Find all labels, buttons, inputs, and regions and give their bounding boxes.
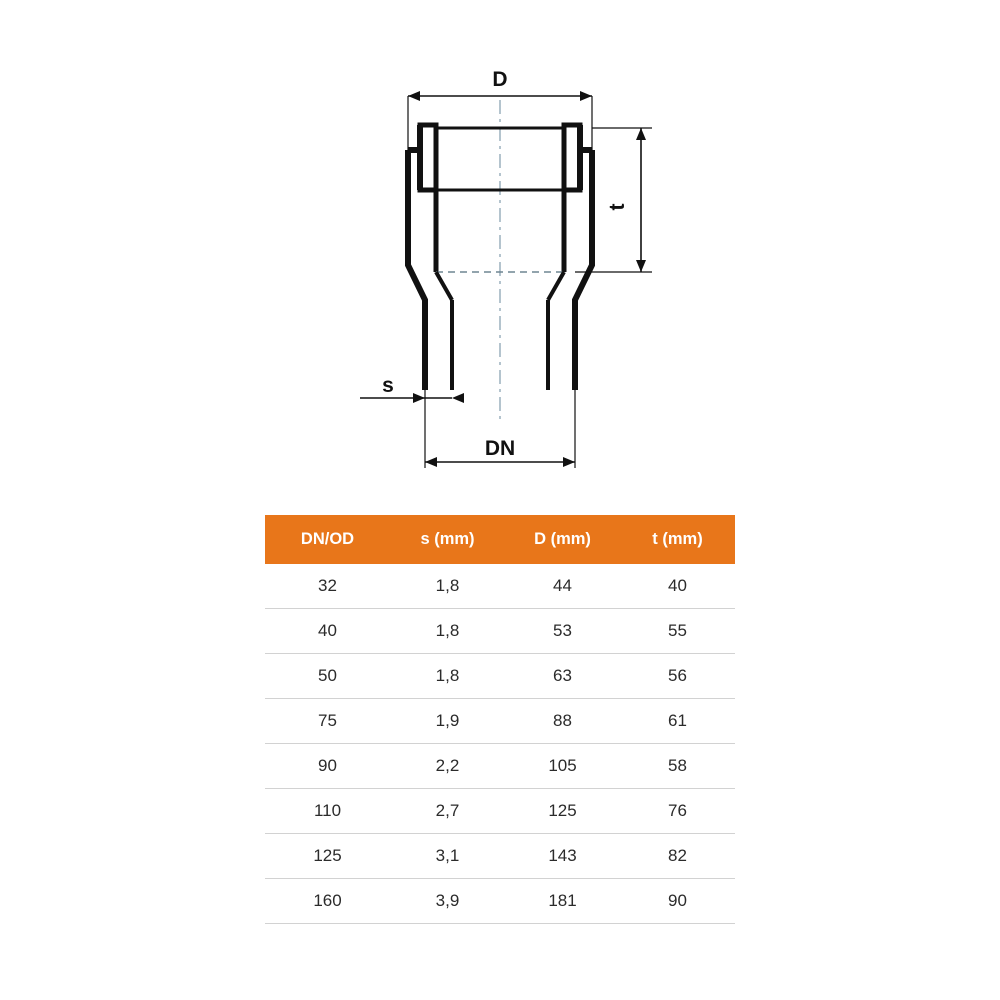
table-header-row (265, 515, 735, 564)
column-header-t: t (mm) (620, 515, 735, 564)
dim-label-d: D (492, 68, 508, 91)
cell-dn-od: 160 (265, 879, 390, 924)
cell-dn-od: 75 (265, 699, 390, 744)
cell-s: 2,2 (390, 744, 505, 789)
cell-t: 40 (620, 564, 735, 609)
dim-dn-arrow-right (563, 457, 575, 467)
cell-dn-od: 110 (265, 789, 390, 834)
cell-d: 125 (505, 789, 620, 834)
cell-s: 1,8 (390, 564, 505, 609)
dim-label-s: s (382, 374, 394, 397)
table-row (265, 699, 735, 744)
dim-d-arrow-right (580, 91, 592, 101)
cell-t: 76 (620, 789, 735, 834)
cell-dn-od: 50 (265, 654, 390, 699)
cell-d: 63 (505, 654, 620, 699)
table-row (265, 789, 735, 834)
dim-dn-arrow-left (425, 457, 437, 467)
cell-d: 44 (505, 564, 620, 609)
cell-s: 2,7 (390, 789, 505, 834)
table-header (265, 515, 735, 564)
table-row (265, 654, 735, 699)
cell-t: 58 (620, 744, 735, 789)
column-header-s: s (mm) (390, 515, 505, 564)
cell-t: 55 (620, 609, 735, 654)
cone-inner-right (548, 272, 564, 300)
cell-d: 88 (505, 699, 620, 744)
cell-t: 61 (620, 699, 735, 744)
table-row (265, 834, 735, 879)
cell-t: 56 (620, 654, 735, 699)
cell-s: 3,1 (390, 834, 505, 879)
cone-inner-left (436, 272, 452, 300)
cell-d: 53 (505, 609, 620, 654)
seal-groove-right (564, 125, 580, 190)
specification-table (265, 515, 735, 924)
column-header-dn-od: DN/OD (265, 515, 390, 564)
cell-t: 90 (620, 879, 735, 924)
table-row (265, 609, 735, 654)
cell-dn-od: 32 (265, 564, 390, 609)
cell-d: 143 (505, 834, 620, 879)
column-header-d: D (mm) (505, 515, 620, 564)
cell-s: 1,8 (390, 609, 505, 654)
cell-dn-od: 90 (265, 744, 390, 789)
dim-label-dn: DN (484, 437, 516, 460)
seal-groove-left (420, 125, 436, 190)
dim-s-arrow-left (413, 393, 425, 403)
cell-s: 3,9 (390, 879, 505, 924)
cell-dn-od: 125 (265, 834, 390, 879)
dim-d-arrow-left (408, 91, 420, 101)
dim-label-t: t (606, 203, 629, 211)
table-body (265, 564, 735, 924)
table-row (265, 564, 735, 609)
cell-s: 1,8 (390, 654, 505, 699)
cell-d: 105 (505, 744, 620, 789)
cell-dn-od: 40 (265, 609, 390, 654)
dim-t-arrow-top (636, 128, 646, 140)
cell-t: 82 (620, 834, 735, 879)
dim-t-arrow-bottom (636, 260, 646, 272)
table-row (265, 879, 735, 924)
cell-d: 181 (505, 879, 620, 924)
table-row (265, 744, 735, 789)
specification-table-container (265, 515, 735, 924)
cell-s: 1,9 (390, 699, 505, 744)
dim-s-arrow-right (452, 393, 464, 403)
